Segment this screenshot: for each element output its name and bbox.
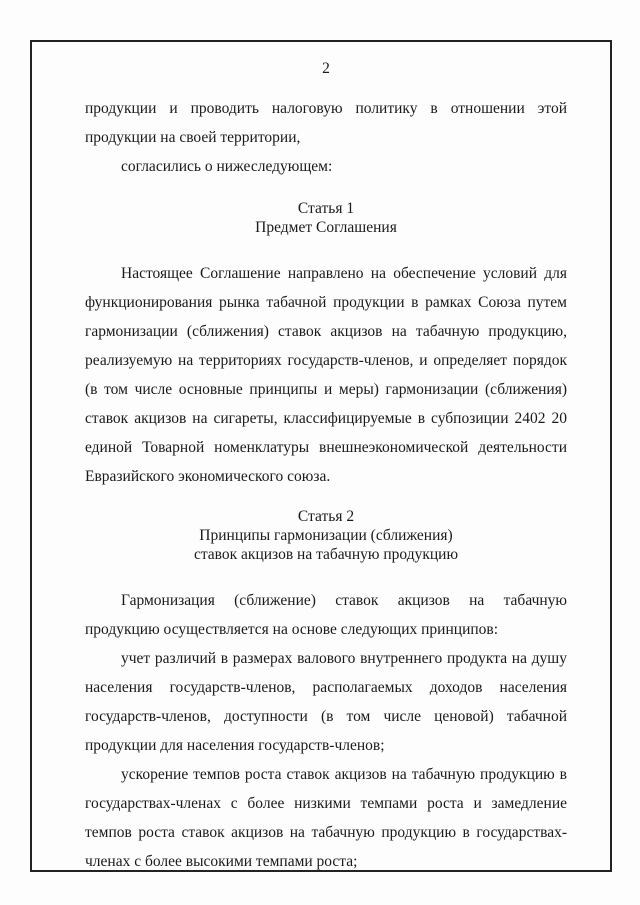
agreed-phrase: согласились о нижеследующем: [121,158,333,175]
article-1-heading [85,199,567,237]
page-number: 2 [322,60,330,77]
article-1-text: Настоящее Соглашение направлено на обеспечение условий для функционирования рынка табачной продукции в рамках Союза путем гармонизации (сближения) ставок акцизов на табачную продукцию, реализуемую на территориях государств-членов, и определяет порядок (в том числе основные принципы и меры) гармонизации (сближения) ставок акцизов на сигареты, классифицируемые в субпозиции 2402 20 единой Товарной номенклатуры внешнеэкономической деятельности Евразийского экономического союза. [85,265,567,485]
article-1-number: Статья 1 [297,200,355,217]
intro-paragraph: продукции и проводить налоговую политику в отношении этой продукции на своей территории, [85,100,567,146]
article-2-number: Статья 2 [297,508,355,525]
article-2-paragraph-2: учет различий в размерах валового внутреннего продукта на душу населения государств-членов, располагаемых доходов населения государств-членов, доступности (в том числе ценовой) табачной продукции для населения государств-членов; [85,650,567,754]
article-2-title-line1: Принципы гармонизации (сближения) [199,527,453,544]
article-1-title: Предмет Соглашения [255,219,397,236]
article-2-paragraph-1: Гармонизация (сближение) ставок акцизов на табачную продукцию осуществляется на основе следующих принципов: [85,592,567,638]
article-2-paragraph-3: ускорение темпов роста ставок акцизов на табачную продукцию в государствах-членах с более низкими темпами роста и замедление темпов роста ставок акцизов на табачную продукцию в государствах-членах с более высокими темпами роста; [85,766,567,870]
article-2-heading [85,507,567,564]
article-2-title-line2: ставок акцизов на табачную продукцию [193,546,459,563]
document-body [85,60,567,876]
